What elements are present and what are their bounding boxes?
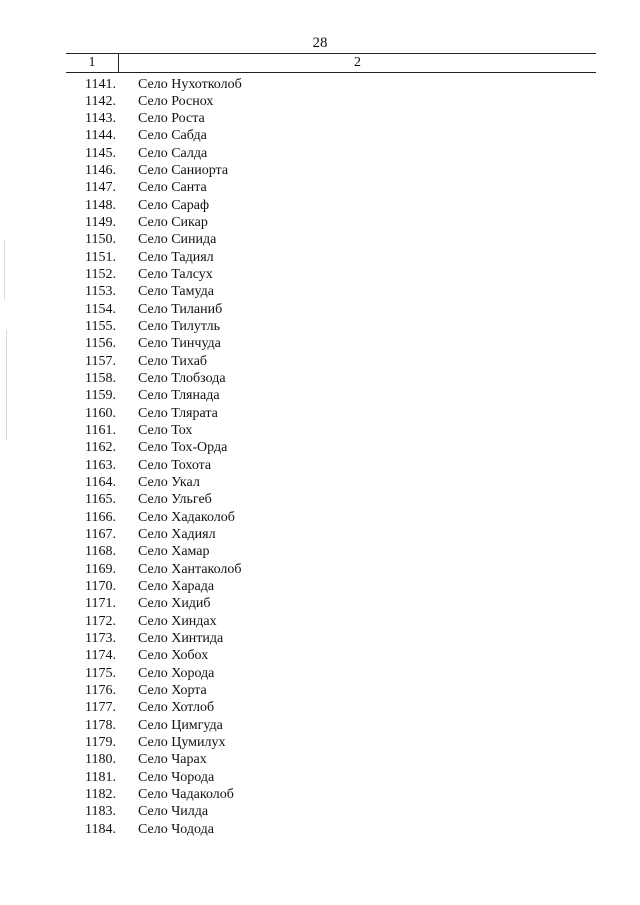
row-number: 1181. xyxy=(85,769,116,785)
table-row xyxy=(66,301,596,318)
table-row xyxy=(66,613,596,630)
table-row xyxy=(66,491,596,508)
row-number: 1148. xyxy=(85,197,116,213)
row-number: 1183. xyxy=(85,804,116,820)
row-number: 1180. xyxy=(85,752,116,768)
row-number: 1172. xyxy=(85,613,116,629)
table-row xyxy=(66,162,596,179)
table-row xyxy=(66,630,596,647)
row-number: 1159. xyxy=(85,388,116,404)
table-row xyxy=(66,509,596,526)
table-row xyxy=(66,526,596,543)
settlement-name: Село Цимгуда xyxy=(138,717,223,733)
table-row xyxy=(66,734,596,751)
settlement-name: Село Хадаколоб xyxy=(138,509,235,525)
settlement-name: Село Санта xyxy=(138,180,207,196)
row-number: 1179. xyxy=(85,734,116,750)
table-row xyxy=(66,457,596,474)
row-number: 1164. xyxy=(85,475,116,491)
settlement-name: Село Тадиял xyxy=(138,249,214,265)
settlement-name: Село Нухотколоб xyxy=(138,76,242,92)
row-number: 1175. xyxy=(85,665,116,681)
settlement-name: Село Тлярата xyxy=(138,405,218,421)
settlement-name: Село Хинтида xyxy=(138,631,224,646)
settlement-name: Село Салда xyxy=(138,145,208,161)
row-number: 1147. xyxy=(85,180,116,196)
page-number: 28 xyxy=(312,35,328,51)
column-header-number: 1 xyxy=(88,55,96,70)
table-row xyxy=(66,665,596,682)
table-row xyxy=(66,231,596,248)
table-row xyxy=(66,803,596,820)
settlement-name: Село Укал xyxy=(138,475,200,491)
table-row xyxy=(66,439,596,456)
row-number: 1168. xyxy=(85,544,116,560)
row-number: 1142. xyxy=(85,93,116,109)
settlement-name: Село Хадиял xyxy=(138,527,216,543)
table-row xyxy=(66,318,596,335)
table-row xyxy=(66,93,596,110)
settlement-list xyxy=(66,76,596,838)
row-number: 1160. xyxy=(85,405,116,421)
settlement-name: Село Хотлоб xyxy=(138,700,215,716)
table-row xyxy=(66,405,596,422)
table-row xyxy=(66,474,596,491)
scan-artifact xyxy=(6,330,7,440)
settlement-name: Село Хидиб xyxy=(138,596,211,612)
settlement-name: Село Тлобзода xyxy=(138,371,226,387)
table-row xyxy=(66,578,596,595)
settlement-name: Село Тилутль xyxy=(138,319,221,335)
table-row xyxy=(66,249,596,266)
settlement-name: Село Харада xyxy=(138,579,215,595)
table-row xyxy=(66,647,596,664)
row-number: 1169. xyxy=(85,561,116,577)
row-number: 1151. xyxy=(85,249,116,265)
settlement-name: Село Чилда xyxy=(138,804,209,820)
row-number: 1173. xyxy=(85,631,116,646)
table-row xyxy=(66,179,596,196)
row-number: 1149. xyxy=(85,215,116,231)
settlement-name: Село Тинчуда xyxy=(138,336,221,352)
row-number: 1162. xyxy=(85,440,116,456)
settlement-name: Село Роснох xyxy=(138,93,214,109)
row-number: 1155. xyxy=(85,319,116,335)
table-header xyxy=(66,53,596,73)
row-number: 1165. xyxy=(85,492,116,508)
row-number: 1177. xyxy=(85,700,116,716)
table-row xyxy=(66,821,596,838)
row-number: 1163. xyxy=(85,457,116,473)
row-number: 1166. xyxy=(85,509,116,525)
table-row xyxy=(66,387,596,404)
settlement-name: Село Хорта xyxy=(138,682,207,698)
settlement-name: Село Хиндах xyxy=(138,613,217,629)
settlement-name: Село Синида xyxy=(138,232,217,248)
settlement-name: Село Тох-Орда xyxy=(138,440,228,456)
row-number: 1145. xyxy=(85,145,116,161)
settlement-name: Село Сикар xyxy=(138,215,208,231)
table-row xyxy=(66,595,596,612)
settlement-name: Село Тлянада xyxy=(138,388,220,404)
settlement-name: Село Чорода xyxy=(138,769,215,785)
settlement-name: Село Хорода xyxy=(138,665,215,681)
settlement-name: Село Хамар xyxy=(138,544,210,560)
table-row xyxy=(66,110,596,127)
row-number: 1152. xyxy=(85,267,116,283)
row-number: 1167. xyxy=(85,527,116,543)
row-number: 1178. xyxy=(85,717,116,733)
row-number: 1154. xyxy=(85,301,116,317)
settlement-name: Село Чарах xyxy=(138,752,207,768)
table-row xyxy=(66,422,596,439)
row-number: 1146. xyxy=(85,163,116,179)
table-row xyxy=(66,283,596,300)
settlement-name: Село Сабда xyxy=(138,128,207,144)
row-number: 1170. xyxy=(85,579,116,595)
settlement-name: Село Сараф xyxy=(138,197,210,213)
settlement-name: Село Цумилух xyxy=(138,734,226,750)
row-number: 1182. xyxy=(85,786,116,802)
row-number: 1174. xyxy=(85,648,116,664)
table-row xyxy=(66,561,596,578)
table-row xyxy=(66,197,596,214)
table-row xyxy=(66,769,596,786)
table-row xyxy=(66,76,596,93)
settlement-name: Село Тох xyxy=(138,423,193,439)
settlement-name: Село Ульгеб xyxy=(138,492,212,508)
settlement-name: Село Чодода xyxy=(138,821,214,837)
settlement-name: Село Талсух xyxy=(138,267,213,283)
settlement-name: Село Саниорта xyxy=(138,163,229,179)
settlement-name: Село Тамуда xyxy=(138,284,214,300)
table-row xyxy=(66,335,596,352)
row-number: 1141. xyxy=(85,76,116,92)
settlement-name: Село Чадаколоб xyxy=(138,786,234,802)
table-row xyxy=(66,699,596,716)
table-row xyxy=(66,353,596,370)
row-number: 1144. xyxy=(85,128,116,144)
row-number: 1171. xyxy=(85,596,116,612)
row-number: 1184. xyxy=(85,821,116,837)
row-number: 1157. xyxy=(85,353,116,369)
row-number: 1150. xyxy=(85,232,116,248)
settlement-name: Село Хобох xyxy=(138,648,209,664)
table-row xyxy=(66,682,596,699)
row-number: 1176. xyxy=(85,682,116,698)
table-row xyxy=(66,717,596,734)
row-number: 1156. xyxy=(85,336,116,352)
settlement-name: Село Хантаколоб xyxy=(138,561,242,577)
scan-artifact xyxy=(4,240,5,300)
row-number: 1153. xyxy=(85,284,116,300)
table-row xyxy=(66,370,596,387)
table-row xyxy=(66,127,596,144)
table-row xyxy=(66,543,596,560)
column-header-name: 2 xyxy=(354,55,361,70)
settlement-name: Село Тохота xyxy=(138,457,212,473)
table-row xyxy=(66,145,596,162)
row-number: 1143. xyxy=(85,111,116,127)
row-number: 1158. xyxy=(85,371,116,387)
table-row xyxy=(66,266,596,283)
settlement-name: Село Тихаб xyxy=(138,353,208,369)
settlement-name: Село Роста xyxy=(138,111,205,127)
table-row xyxy=(66,786,596,803)
table-row xyxy=(66,214,596,231)
settlement-name: Село Тиланиб xyxy=(138,301,223,317)
row-number: 1161. xyxy=(85,423,116,439)
table-row xyxy=(66,751,596,768)
